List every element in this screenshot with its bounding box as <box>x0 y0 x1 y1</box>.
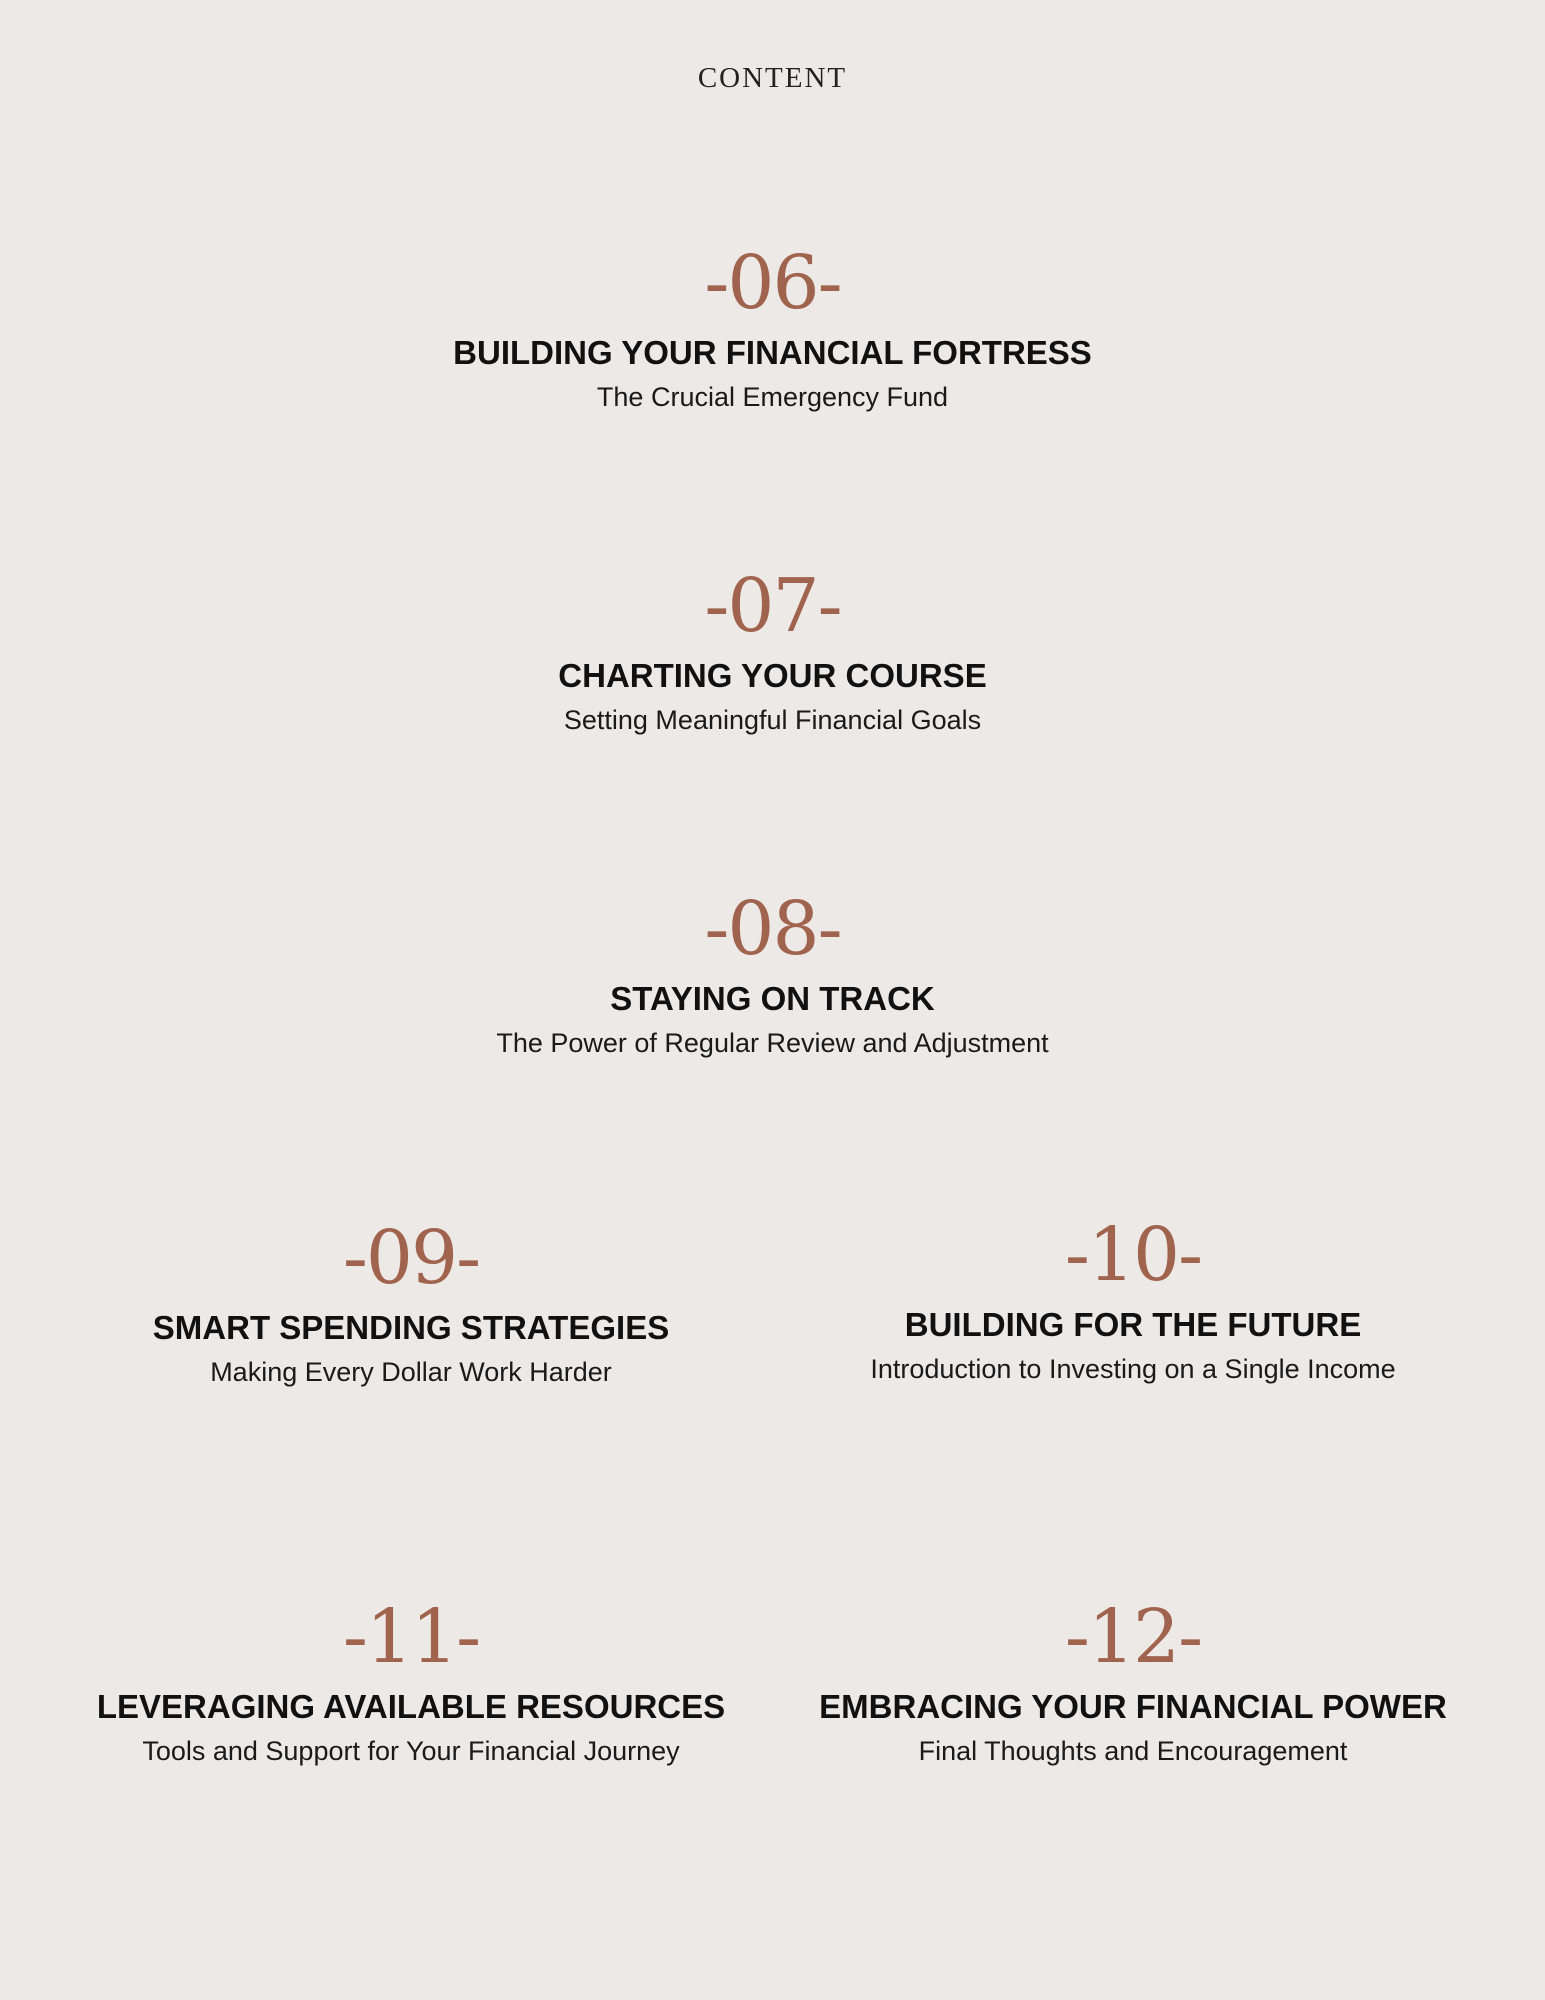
chapter-subtitle: Making Every Dollar Work Harder <box>210 1357 612 1387</box>
chapter-number: -07- <box>704 563 841 649</box>
toc-entry-08[interactable] <box>0 886 1545 1062</box>
chapter-subtitle: Introduction to Investing on a Single Income <box>870 1354 1396 1384</box>
toc-entry-06[interactable] <box>0 240 1545 416</box>
chapter-title: BUILDING YOUR FINANCIAL FORTRESS <box>453 334 1092 371</box>
chapter-number: -11- <box>342 1594 480 1680</box>
chapter-subtitle: Tools and Support for Your Financial Journey <box>142 1736 680 1766</box>
chapter-number: -10- <box>1064 1212 1202 1298</box>
chapter-title: BUILDING FOR THE FUTURE <box>904 1306 1362 1343</box>
toc-entry-10[interactable] <box>772 1212 1494 1388</box>
chapter-title: SMART SPENDING STRATEGIES <box>152 1309 670 1346</box>
page-title: CONTENT <box>697 62 848 94</box>
chapter-title: CHARTING YOUR COURSE <box>558 657 987 694</box>
chapter-number: -12- <box>1064 1594 1202 1680</box>
chapter-title: LEVERAGING AVAILABLE RESOURCES <box>96 1688 726 1725</box>
toc-entry-09[interactable] <box>50 1215 772 1391</box>
chapter-number: -08- <box>704 886 841 972</box>
chapter-number: -06- <box>704 240 841 326</box>
toc-entry-12[interactable] <box>772 1594 1494 1770</box>
chapter-title: STAYING ON TRACK <box>610 980 935 1017</box>
chapter-number: -09- <box>342 1215 480 1301</box>
toc-entry-11[interactable] <box>50 1594 772 1770</box>
chapter-subtitle: The Crucial Emergency Fund <box>596 382 949 412</box>
chapter-subtitle: Final Thoughts and Encouragement <box>918 1736 1348 1766</box>
toc-entry-07[interactable] <box>0 563 1545 739</box>
chapter-subtitle: Setting Meaningful Financial Goals <box>563 705 982 735</box>
chapter-title: EMBRACING YOUR FINANCIAL POWER <box>819 1688 1447 1725</box>
chapter-subtitle: The Power of Regular Review and Adjustment <box>496 1028 1049 1058</box>
